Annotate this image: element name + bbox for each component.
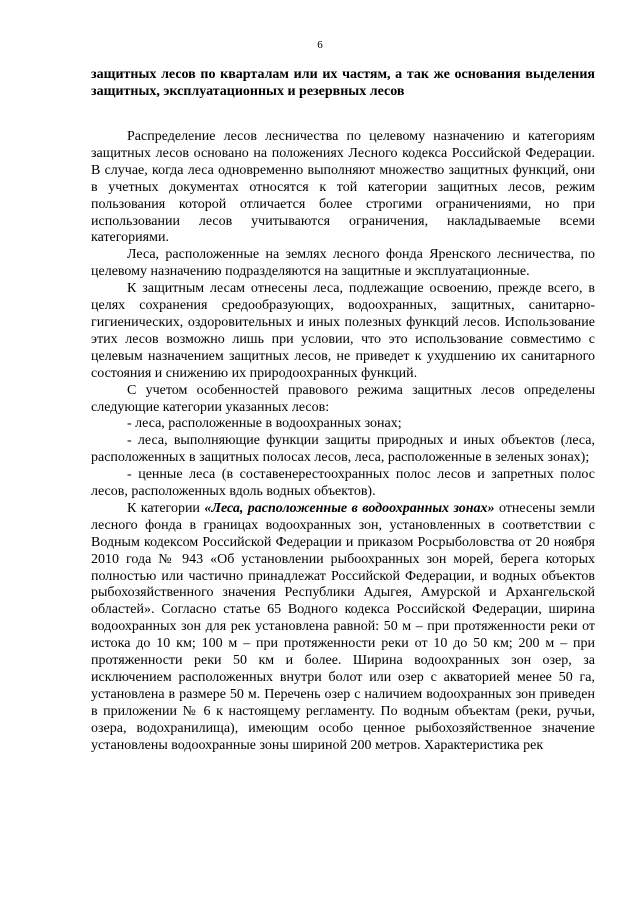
section-heading: защитных лесов по кварталам или их частям, а так же основания выделения защитных, эксплуатационных и резервных лесов xyxy=(91,67,595,99)
paragraph-text: отнесены земли лесного фонда в границах водоохранных зон, установленных в соответствии с Водным кодексом Российской Федерации и приказом Росрыболовства от 20 ноября 2010 года № 943 «Об установлении рыбоохранных зон морей, берега которых полностью или частично принадлежат Российской Федерации, и водных объектов рыбохозяйственного значения Республики Адыгея, Амурской и Архангельской областей». Согласно статье 65 Водного кодекса Российской Федерации, ширина водоохранных зон для рек установлена равной: 50 м – при протяженности реки от истока до 10 км; 100 м – при протяженности реки от 10 до 50 км; 200 м – при протяженности реки 50 км и более. Ширина водоохранных зон озер, за исключением расположенных внутри болот или озер с акваторией менее 50 га, установлена в размере 50 м. Перечень озер с наличием водоохранных зон приведен в приложении № 6 к настоящему регламенту. По водным объектам (реки, ручьи, озера, водохранилища), имеющим особо ценное рыбохозяйственное значение установлены водоохранные зоны шириной 200 метров. Характеристика рек xyxy=(91,500,595,753)
paragraph: С учетом особенностей правового режима защитных лесов определены следующие категории указанных лесов: xyxy=(91,382,595,415)
paragraph xyxy=(91,501,595,755)
list-item: - леса, выполняющие функции защиты природных и иных объектов (леса, расположенных в защитных полосах лесов, леса, расположенные в зеленых зонах); xyxy=(91,433,595,466)
list-item: - леса, расположенные в водоохранных зонах; xyxy=(127,416,402,432)
page-number: 6 xyxy=(317,39,323,51)
paragraph: К защитным лесам отнесены леса, подлежащие освоению, прежде всего, в целях сохранения средообразующих, водоохранных, защитных, санитарно-гигиенических, оздоровительных и иных полезных функций лесов. Использование этих лесов возможно лишь при условии, что это использование совместимо с целевым назначением защитных лесов, не приведет к ухудшению их санитарного состояния и снижению их природоохранных функций. xyxy=(91,281,595,381)
category-name: «Леса, расположенные в водоохранных зонах» xyxy=(204,500,495,516)
list-item: - ценные леса (в составенерестоохранных полос лесов и запретных полос лесов, расположенных вдоль водных объектов). xyxy=(91,467,595,500)
paragraph-intro: К категории xyxy=(127,500,205,516)
document-body xyxy=(91,129,595,755)
paragraph: Леса, расположенные на землях лесного фонда Яренского лесничества, по целевому назначению подразделяются на защитные и эксплуатационные. xyxy=(91,247,595,280)
paragraph: Распределение лесов лесничества по целевому назначению и категориям защитных лесов основано на положениях Лесного кодекса Российской Федерации. В случае, когда леса одновременно выполняют множество защитных функций, они в учетных документах относятся к той категории защитных лесов, режим пользования которой отличается более строгими ограничениями, но при использовании лесов учитываются ограничения, накладываемые всеми категориями. xyxy=(91,129,595,246)
